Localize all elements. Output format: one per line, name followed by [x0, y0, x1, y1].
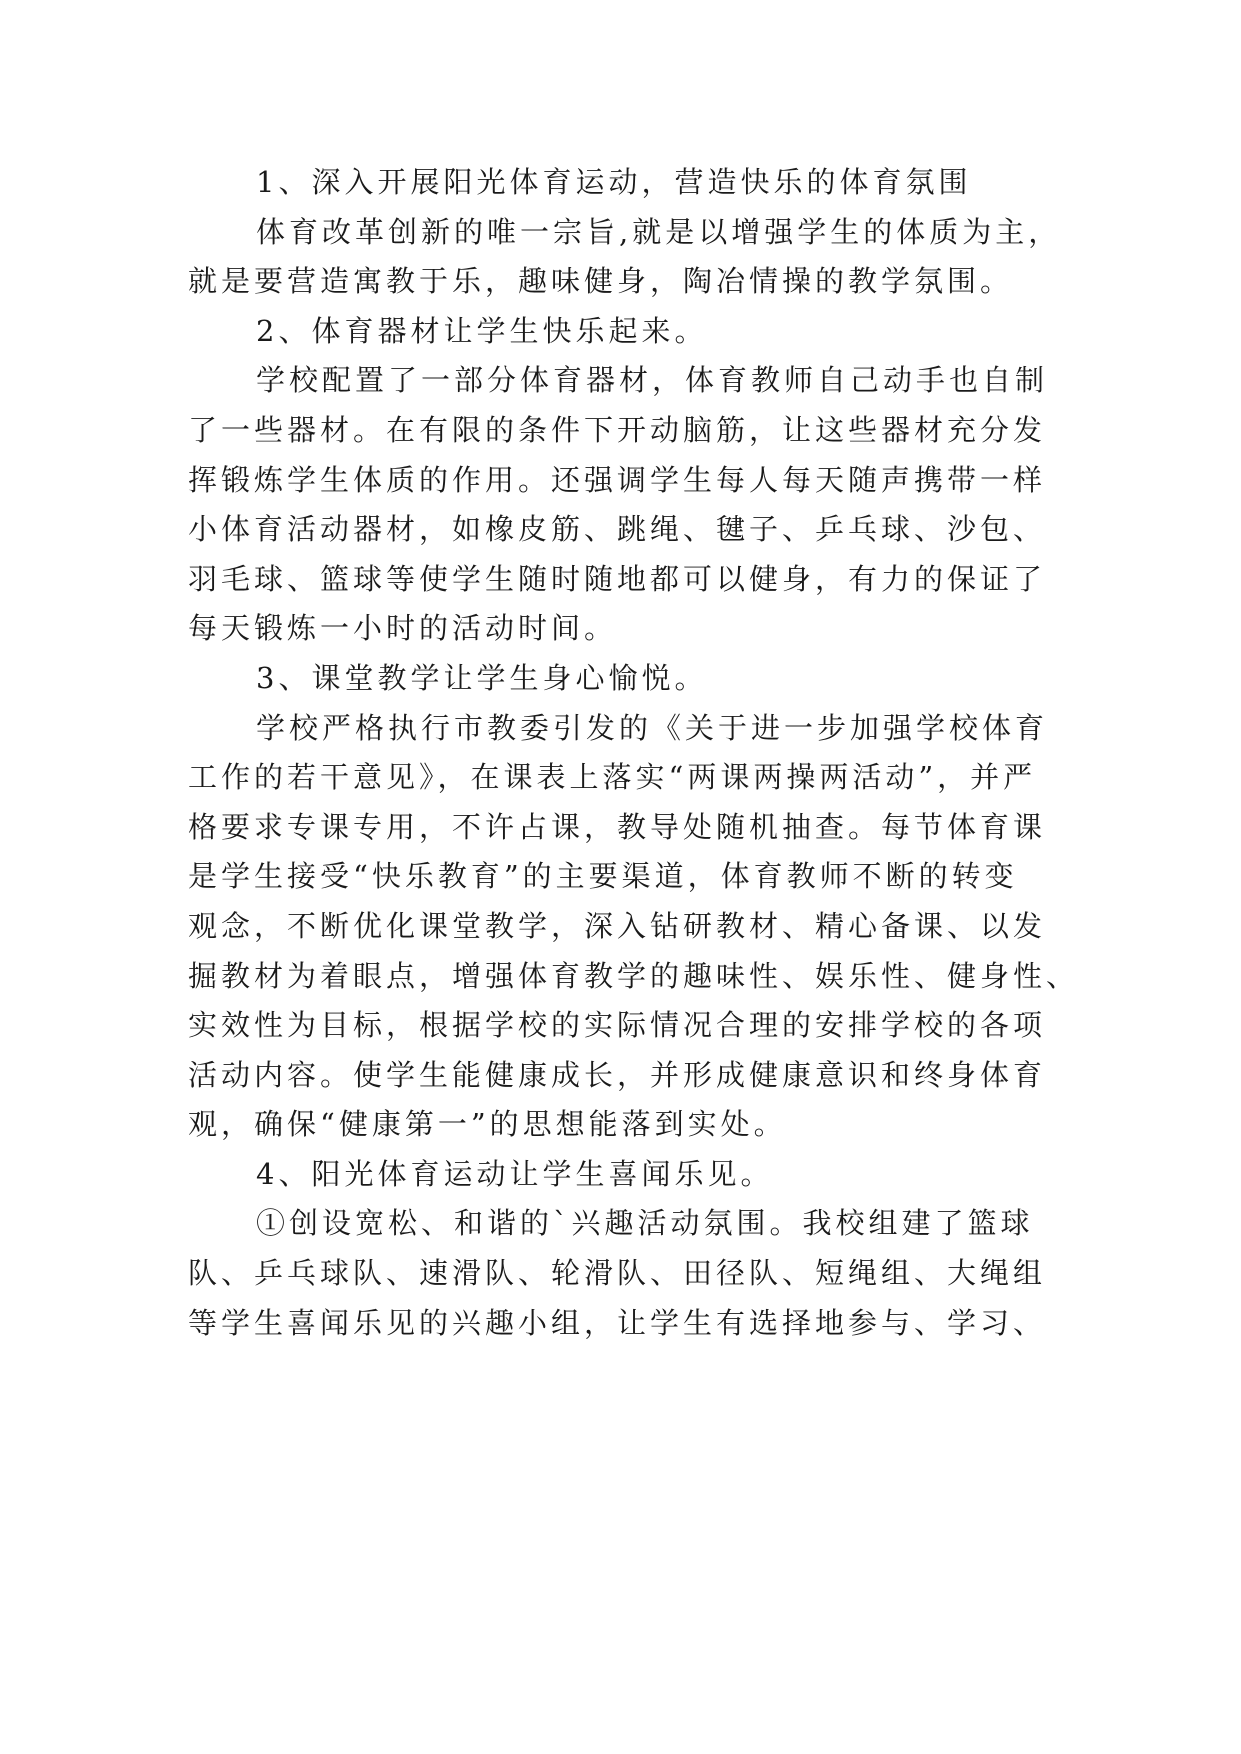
text-line: 掘教材为着眼点，增强体育教学的趣味性、娱乐性、健身性、: [188, 958, 1080, 993]
paragraph-start-line: 学校配置了一部分体育器材，体育教师自己动手也自制: [256, 363, 1049, 398]
text-line: 观念，不断优化课堂教学，深入钻研教材、精心备课、以发: [188, 908, 1047, 943]
text-line: 是学生接受“快乐教育”的主要渠道，体育教师不断的转变: [188, 859, 1018, 894]
text-line: 格要求专课专用，不许占课，教导处随机抽查。每节体育课: [188, 809, 1047, 844]
text-line: 实效性为目标，根据学校的实际情况合理的安排学校的各项: [188, 1008, 1047, 1043]
paragraph-start-line: ①创设宽松、和谐的`兴趣活动氛围。我校组建了篮球: [256, 1206, 1034, 1241]
text-line: 挥锻炼学生体质的作用。还强调学生每人每天随声携带一样: [188, 462, 1047, 497]
paragraph-start-line: 3、课堂教学让学生身心愉悦。: [256, 660, 708, 695]
paragraph-start-line: 4、阳光体育运动让学生喜闻乐见。: [256, 1156, 774, 1191]
text-line: 小体育活动器材，如橡皮筋、跳绳、毽子、乒乓球、沙包、: [188, 512, 1047, 547]
document-body: [188, 158, 1080, 1348]
paragraph-start-line: 2、体育器材让学生快乐起来。: [256, 313, 708, 348]
paragraph-start-line: 学校严格执行市教委引发的《关于进一步加强学校体育: [256, 710, 1049, 745]
text-line: 工作的若干意见》，在课表上落实“两课两操两活动”，并严: [188, 760, 1037, 795]
text-line: 每天锻炼一小时的活动时间。: [188, 611, 618, 646]
text-line: 羽毛球、篮球等使学生随时随地都可以健身，有力的保证了: [188, 561, 1047, 596]
text-line: 观，确保“健康第一”的思想能落到实处。: [188, 1107, 787, 1142]
paragraph-start-line: 1、深入开展阳光体育运动，营造快乐的体育氛围: [256, 165, 972, 199]
text-line: 等学生喜闻乐见的兴趣小组，让学生有选择地参与、学习、: [188, 1305, 1047, 1340]
text-line: 活动内容。使学生能健康成长，并形成健康意识和终身体育: [188, 1057, 1047, 1092]
text-line: 了一些器材。在有限的条件下开动脑筋，让这些器材充分发: [188, 412, 1047, 447]
text-line: 就是要营造寓教于乐，趣味健身，陶冶情操的教学氛围。: [188, 264, 1014, 299]
text-line: 队、乒乓球队、速滑队、轮滑队、田径队、短绳组、大绳组: [188, 1256, 1047, 1291]
paragraph-start-line: 体育改革创新的唯一宗旨,就是以增强学生的体质为主，: [256, 214, 1062, 249]
